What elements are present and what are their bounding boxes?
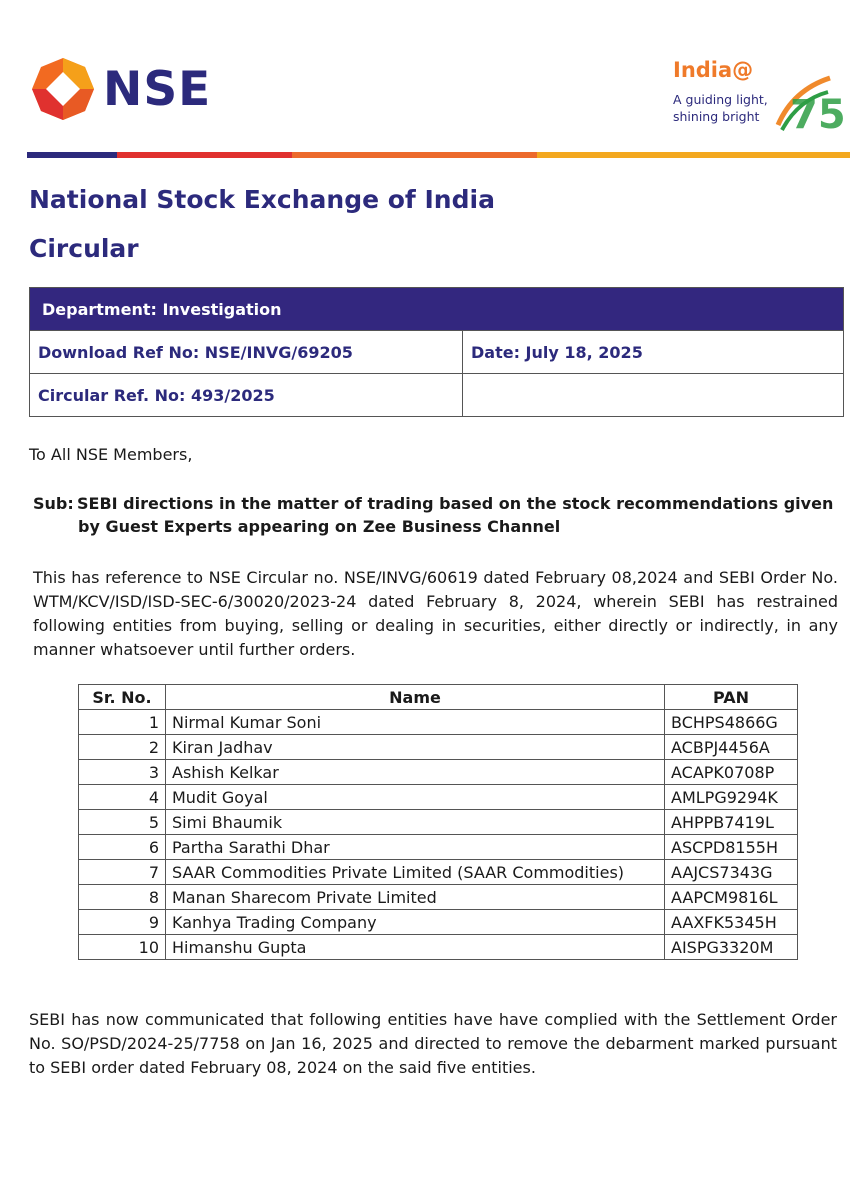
org-title: National Stock Exchange of India bbox=[29, 185, 495, 214]
info-row bbox=[30, 288, 844, 331]
doc-title: Circular bbox=[29, 234, 139, 263]
table-row bbox=[79, 835, 798, 860]
header-sr-no: Sr. No. bbox=[79, 685, 166, 710]
pan-cell: BCHPS4866G bbox=[665, 710, 798, 735]
jubilee-75-graphic bbox=[768, 70, 846, 140]
india-75-badge bbox=[668, 58, 846, 140]
pan-cell: ACAPK0708P bbox=[665, 760, 798, 785]
jubilee-number: 75 bbox=[790, 92, 846, 138]
nse-logo-icon bbox=[32, 58, 94, 120]
download-ref-cell: Download Ref No: NSE/INVG/69205 bbox=[30, 331, 463, 374]
subject-text: SEBI directions in the matter of trading based on the stock recommendations given by Guest Experts appearing on Zee Business Channel bbox=[77, 494, 834, 536]
sr-cell: 1 bbox=[79, 710, 166, 735]
band-segment bbox=[292, 152, 537, 158]
subject-label: Sub: bbox=[33, 494, 74, 513]
info-row bbox=[30, 331, 844, 374]
name-cell: Kiran Jadhav bbox=[166, 735, 665, 760]
salutation: To All NSE Members, bbox=[29, 445, 193, 464]
circular-ref-cell: Circular Ref. No: 493/2025 bbox=[30, 374, 463, 417]
info-row bbox=[30, 374, 844, 417]
pan-cell: AAJCS7343G bbox=[665, 860, 798, 885]
empty-cell bbox=[463, 374, 844, 417]
table-row bbox=[79, 910, 798, 935]
settlement-paragraph: SEBI has now communicated that following entities have have complied with the Settlement Order No. SO/PSD/2024-25/7758 on Jan 16, 2025 and directed to remove the debarment marked pursuant to SEBI order dated February 08, 2024 on the said five entities. bbox=[29, 1010, 837, 1077]
name-cell: Simi Bhaumik bbox=[166, 810, 665, 835]
jubilee-tagline-2: shining bright bbox=[673, 109, 760, 124]
name-cell: Kanhya Trading Company bbox=[166, 910, 665, 935]
pan-cell: AHPPB7419L bbox=[665, 810, 798, 835]
subject-line bbox=[33, 492, 843, 538]
jubilee-title: India@ bbox=[673, 58, 754, 82]
jubilee-tagline-1: A guiding light, bbox=[673, 92, 768, 107]
header-pan: PAN bbox=[665, 685, 798, 710]
nse-logo-text: NSE bbox=[103, 62, 212, 117]
sr-cell: 6 bbox=[79, 835, 166, 860]
department-cell: Department: Investigation bbox=[30, 288, 844, 331]
entity-table bbox=[78, 684, 798, 960]
name-cell: Manan Sharecom Private Limited bbox=[166, 885, 665, 910]
pan-cell: AAPCM9816L bbox=[665, 885, 798, 910]
name-cell: Mudit Goyal bbox=[166, 785, 665, 810]
entity-table-header bbox=[79, 685, 798, 710]
name-cell: Partha Sarathi Dhar bbox=[166, 835, 665, 860]
sr-cell: 8 bbox=[79, 885, 166, 910]
sr-cell: 5 bbox=[79, 810, 166, 835]
date-cell: Date: July 18, 2025 bbox=[463, 331, 844, 374]
pan-cell: ACBPJ4456A bbox=[665, 735, 798, 760]
pan-cell: ASCPD8155H bbox=[665, 835, 798, 860]
table-row bbox=[79, 735, 798, 760]
table-row bbox=[79, 935, 798, 960]
name-cell: Ashish Kelkar bbox=[166, 760, 665, 785]
name-cell: Himanshu Gupta bbox=[166, 935, 665, 960]
band-segment bbox=[27, 152, 117, 158]
sr-cell: 9 bbox=[79, 910, 166, 935]
name-cell: SAAR Commodities Private Limited (SAAR Commodities) bbox=[166, 860, 665, 885]
table-row bbox=[79, 860, 798, 885]
sr-cell: 4 bbox=[79, 785, 166, 810]
band-segment bbox=[537, 152, 850, 158]
pan-cell: AAXFK5345H bbox=[665, 910, 798, 935]
sr-cell: 10 bbox=[79, 935, 166, 960]
header-name: Name bbox=[166, 685, 665, 710]
table-row bbox=[79, 760, 798, 785]
sr-cell: 7 bbox=[79, 860, 166, 885]
name-cell: Nirmal Kumar Soni bbox=[166, 710, 665, 735]
table-row bbox=[79, 885, 798, 910]
sr-cell: 2 bbox=[79, 735, 166, 760]
table-row bbox=[79, 785, 798, 810]
pan-cell: AMLPG9294K bbox=[665, 785, 798, 810]
band-segment bbox=[117, 152, 292, 158]
pan-cell: AISPG3320M bbox=[665, 935, 798, 960]
table-row bbox=[79, 810, 798, 835]
sr-cell: 3 bbox=[79, 760, 166, 785]
table-row bbox=[79, 710, 798, 735]
header-color-band bbox=[27, 152, 850, 158]
circular-info-table bbox=[29, 287, 844, 417]
reference-paragraph: This has reference to NSE Circular no. NSE/INVG/60619 dated February 08,2024 and SEBI Order No. WTM/KCV/ISD/ISD-SEC-6/30020/2023-24 dated February 8, 2024, wherein SEBI has restrained following entities from buying, selling or dealing in securities, either directly or indirectly, in any manner whatsoever until further orders. bbox=[33, 568, 838, 659]
